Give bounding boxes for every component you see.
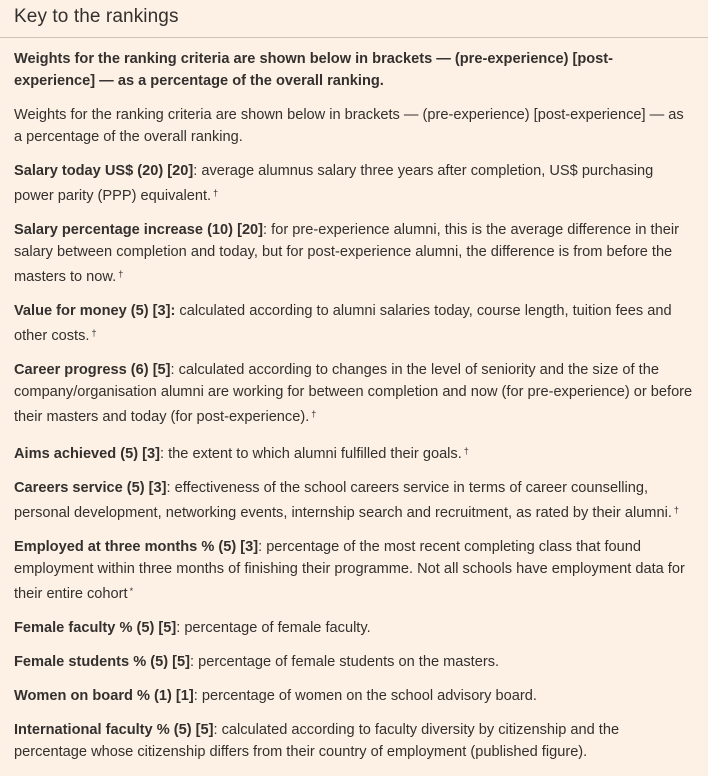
dagger-note: † (673, 505, 679, 515)
criterion-female-students (14, 651, 694, 673)
criterion-term: Aims achieved (5) [3] (14, 446, 160, 462)
criterion-description: for pre-experience alumni, this is the average difference in their salary between completion and today, but for post-experience alumni, the difference is from before the masters to now. (14, 222, 679, 285)
criterion-international-faculty (14, 719, 694, 763)
criterion-term: Salary percentage increase (10) [20] (14, 222, 264, 238)
criterion-separator: : (258, 539, 263, 555)
criterion-term: Female faculty % (5) [5] (14, 620, 177, 636)
criterion-term: Careers service (5) [3] (14, 480, 167, 496)
criterion-description: calculated according to faculty diversity by citizenship and the percentage whose citizenship differs from their country of employment (published figure). (14, 722, 620, 760)
dagger-note: † (213, 188, 219, 198)
dagger-note: † (118, 269, 124, 279)
criterion-women-on-board (14, 685, 694, 707)
criterion-separator: : (263, 222, 268, 238)
criterion-description: the extent to which alumni fulfilled their goals. (164, 446, 462, 462)
criterion-separator: : (189, 654, 195, 670)
dagger-note: † (463, 446, 469, 456)
criterion-description: percentage of women on the school advisory board. (197, 688, 537, 704)
criterion-term: Employed at three months % (5) [3] (14, 539, 259, 555)
criterion-description: calculated according to changes in the level of seniority and the size of the company/organisation alumni are working for between completion and now (for pre-experience) or before their masters and today (for post-experience). (14, 362, 693, 425)
criterion-description: percentage of female students on the masters. (194, 654, 500, 670)
criterion-separator: : (170, 362, 175, 378)
criterion-separator: : (176, 620, 181, 636)
criterion-female-faculty (14, 617, 694, 639)
dagger-note: † (311, 409, 317, 419)
intro-text: Weights for the ranking criteria are shown below in brackets — (pre-experience) [post-experience] — as a percentage of the overall ranking. (14, 107, 684, 145)
criterion-salary-today (14, 160, 694, 207)
criterion-salary-increase (14, 219, 694, 288)
criterion-term: Career progress (6) [5] (14, 362, 171, 378)
criterion-employed-three-months (14, 536, 694, 605)
criterion-term: Female students % (5) [5] (14, 654, 190, 670)
dagger-note: † (91, 328, 97, 338)
criterion-description: percentage of the most recent completing class that found employment within three months of finishing their programme. Not all schools have employment data for their entire cohort (14, 539, 685, 602)
criterion-term: Salary today US$ (20) [20] (14, 163, 194, 179)
criterion-separator: : (193, 688, 198, 704)
criterion-separator: : (193, 163, 198, 179)
panel-title: Key to the rankings (0, 0, 708, 38)
panel-content (0, 38, 708, 763)
criterion-description: effectiveness of the school careers service in terms of career counselling, personal development, networking events, internship search and recruitment, as rated by their alumni. (14, 480, 672, 521)
criterion-aims-achieved (14, 440, 694, 465)
criterion-term: International faculty % (5) [5] (14, 722, 214, 738)
criterion-separator: : (166, 480, 171, 496)
criterion-value-for-money (14, 300, 694, 347)
intro-bold-text: Weights for the ranking criteria are shown below in brackets — (pre-experience) [post-experience] — as a percentage of the overall ranking. (14, 51, 614, 89)
criterion-separator: : (160, 446, 165, 462)
criterion-separator: : (213, 722, 218, 738)
criterion-careers-service (14, 477, 694, 524)
criterion-description: average alumnus salary three years after completion, US$ purchasing power parity (PPP) equivalent. (14, 163, 654, 204)
criterion-description: calculated according to alumni salaries today, course length, tuition fees and other costs. (14, 303, 672, 344)
criterion-career-progress (14, 359, 694, 428)
criterion-description: percentage of female faculty. (180, 620, 371, 636)
criterion-term: Value for money (5) [3]: (14, 303, 176, 319)
criterion-term: Women on board % (1) [1] (14, 688, 194, 704)
asterisk-note: * (129, 586, 134, 596)
